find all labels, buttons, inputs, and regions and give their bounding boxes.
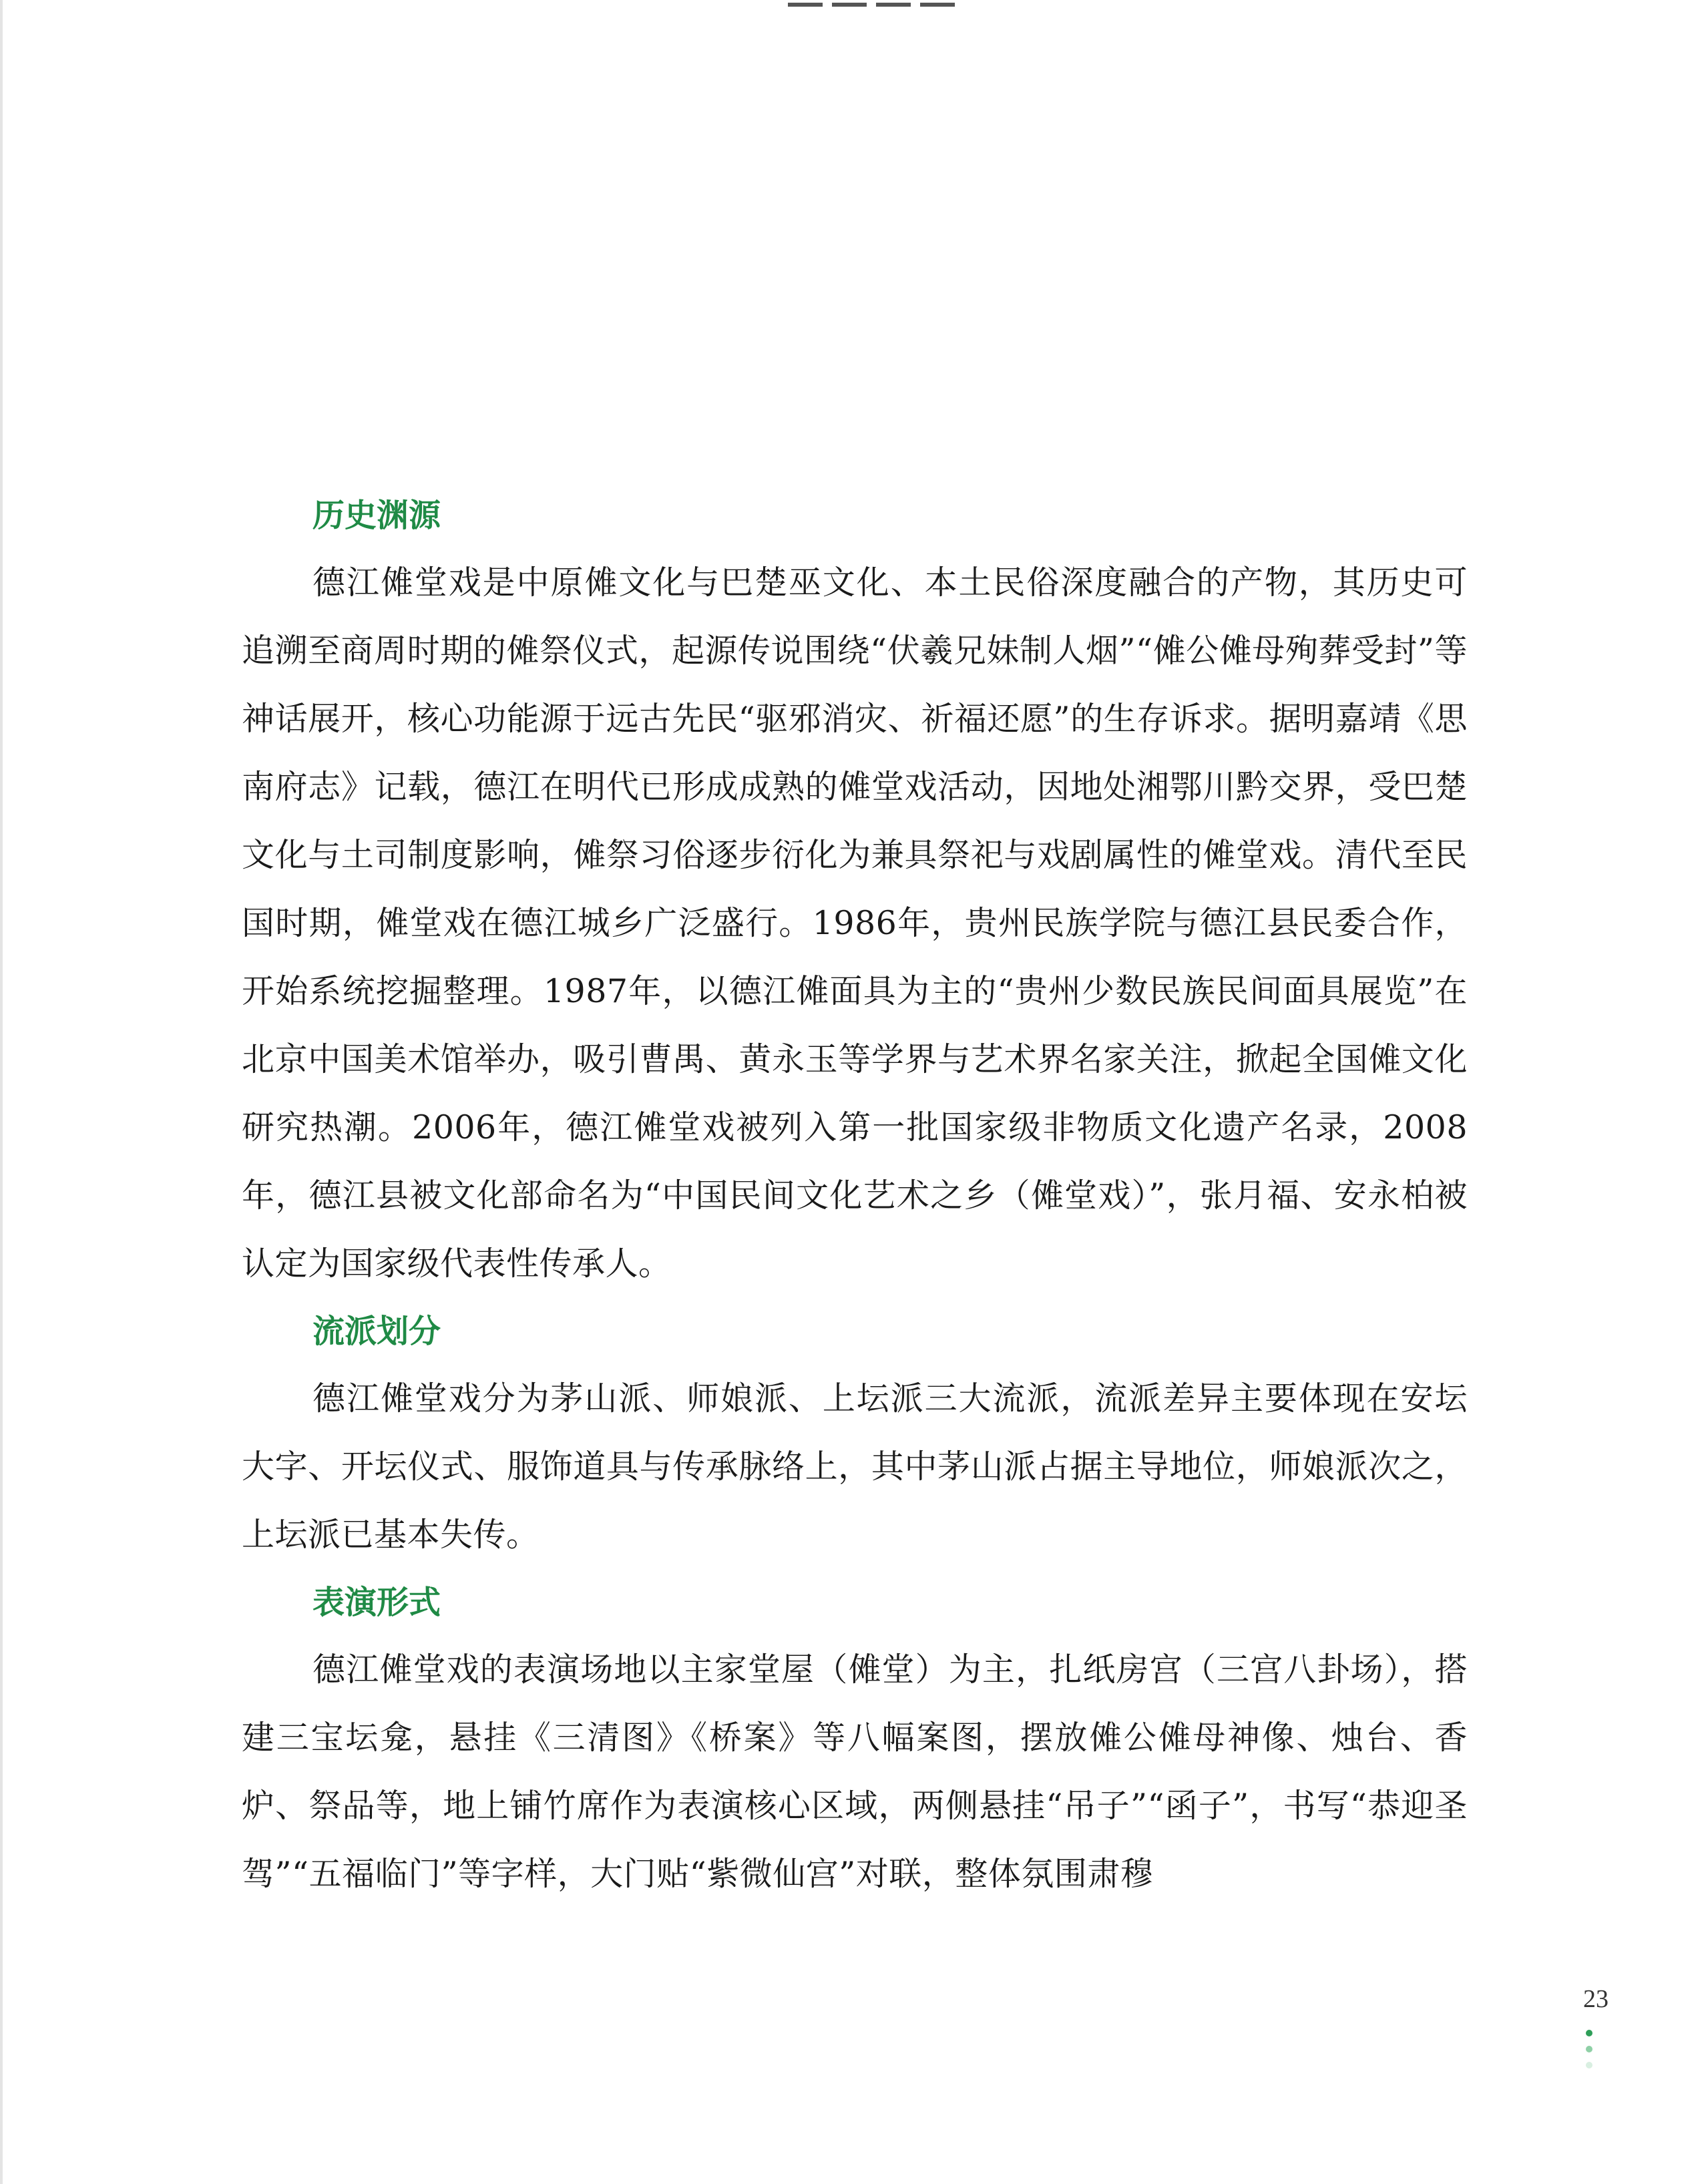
page-number: 23 (1583, 1985, 1609, 2013)
main-content (242, 482, 1468, 1908)
page-edge (0, 0, 3, 2184)
cropped-glyph (920, 0, 955, 7)
cropped-header-text (788, 0, 988, 3)
section-heading-performance: 表演形式 (312, 1584, 441, 1621)
dot-icon (1586, 2062, 1592, 2068)
dot-icon (1586, 2030, 1592, 2036)
cropped-glyph (832, 0, 867, 7)
section-heading-history: 历史渊源 (312, 497, 441, 534)
section-paragraph-performance: 德江傩堂戏的表演场地以主家堂屋（傩堂）为主，扎纸房宫（三宫八卦场），搭建三宝坛龛，悬挂《三清图》《桥案》等八幅案图，摆放傩公傩母神像、烛台、香炉、祭品等，地上铺竹席作为表演核心区域，两侧悬挂“吊子”“函子”，书写“恭迎圣驾”“五福临门”等字样，大门贴“紫微仙宫”对联，整体氛围肃穆 (242, 1651, 1468, 1893)
cropped-glyph (788, 0, 823, 7)
section-paragraph-schools: 德江傩堂戏分为茅山派、师娘派、上坛派三大流派，流派差异主要体现在安坛大字、开坛仪式、服饰道具与传承脉络上，其中茅山派占据主导地位，师娘派次之，上坛派已基本失传。 (242, 1379, 1468, 1554)
page-dots-ornament (1585, 2030, 1593, 2078)
cropped-glyph (876, 0, 911, 7)
section-heading-schools: 流派划分 (312, 1313, 441, 1350)
dot-icon (1586, 2046, 1592, 2052)
section-paragraph-history: 德江傩堂戏是中原傩文化与巴楚巫文化、本土民俗深度融合的产物，其历史可追溯至商周时期的傩祭仪式，起源传说围绕“伏羲兄妹制人烟”“傩公傩母殉葬受封”等神话展开，核心功能源于远古先民“驱邪消灾、祈福还愿”的生存诉求。据明嘉靖《思南府志》记载，德江在明代已形成成熟的傩堂戏活动，因地处湘鄂川黔交界，受巴楚文化与土司制度影响，傩祭习俗逐步衍化为兼具祭祀与戏剧属性的傩堂戏。清代至民国时期，傩堂戏在德江城乡广泛盛行。1986年，贵州民族学院与德江县民委合作，开始系统挖掘整理。1987年，以德江傩面具为主的“贵州少数民族民间面具展览”在北京中国美术馆举办，吸引曹禺、黄永玉等学界与艺术界名家关注，掀起全国傩文化研究热潮。2006年，德江傩堂戏被列入第一批国家级非物质文化遗产名录，2008年，德江县被文化部命名为“中国民间文化艺术之乡（傩堂戏）”，张月福、安永柏被认定为国家级代表性传承人。 (242, 564, 1468, 1283)
